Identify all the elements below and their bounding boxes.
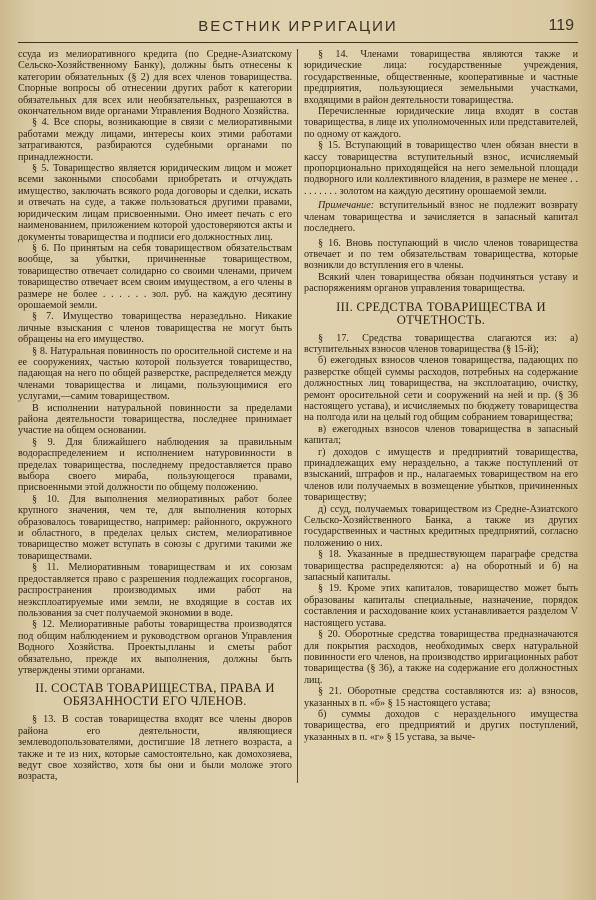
paragraph: § 18. Указанные в предшествующем параграфе средства товарищества распределяются: а) на оборотный и б) на запасный капиталы. [304,549,578,584]
paragraph: в) ежегодных взносов членов товарищества в запасный капитал; [304,423,578,447]
running-header [18,14,578,43]
paragraph: б) суммы доходов с нераздельного имущества товарищества, его предприятий и других поступлений, указанных в п. «г» § 15 устава, за выче- [304,708,578,743]
paragraph: д) ссуд, получаемых товариществом из Средне-Азиатского Сельско-Хозяйственного Банка, а также из других государственных и частных кредитных предприятий, согласно положению о них. [304,503,578,549]
paragraph: § 7. Имущество товарищества неразедльно. Никакие личные взыскания с членов товарищества не могут быть обращены на его имущество. [18,311,292,346]
note-text: вступительный взнос не подлежит возврату членам товарищества и зачисляется в запасный капитал последнего. [304,200,578,235]
section-heading: III. СРЕДСТВА ТОВАРИЩЕСТВА И ОТЧЕТНОСТЬ. [336,299,546,327]
two-column-body [18,49,578,783]
paragraph: § 12. Мелиоративные работы товарищества производятся под общим наблюдением и руководством органов Управления Водного Хозяйства. Проекты,планы и сметы работ обязательно, прежде их выполнения, должны быть утверждены этими органами. [18,619,292,676]
note-label: Примечание: [318,200,375,212]
paragraph: § 17. Средства товарищества слагаются из: а) вступительных взносов членов товарищества (§ 15-й); [304,332,578,355]
page-number: 119 [548,17,574,34]
paragraph: § 5. Товарищество является юридическим лицом и может всеми законными способами приобретать и отчуждать имущество, заключать всякого рода договоры и сделки, искать и отвечать на суде, а также пользоваться другими правами, юридическим лицам присвоенными. Оно имеет печать с его наименованием, приложением которой удостоверяются акты и документы товарищества и подписи его должностных лиц. [18,163,292,243]
paragraph: Перечисленные юридические лица входят в состав товарищества, в лице их уполномоченных или представителей, по одному от каждого. [304,106,578,140]
note-paragraph [304,200,578,234]
paragraph: б) ежегодных взносов членов товарищества, падающих по разверстке общей суммы расходов, потребных на содержание должностных лиц товарищества, на эксплоатацию, очистку, ремонт оросительной сети и сооружений на ней и пр. (§ 36 настоящего устава), и исчисляемых по бюджету товарищества на полгода или на целый год общим собранием товарищества; [304,355,578,424]
journal-title: ВЕСТНИК ИРРИГАЦИИ [198,18,398,35]
left-column [18,49,298,783]
right-column [298,49,578,783]
paragraph: Всякий член товарищества обязан подчиняться уставу и распоряжениям органов управления товарищества. [304,271,578,295]
paragraph: г) доходов с имуществ и предприятий товарищества, принадлежащих ему нераздельно, а также поступлений от взысканий, штрафов и пр., налагаемых товариществом на его членов или получаемых в возмещение убытков, причиненных товариществу; [304,446,578,504]
paragraph: § 19. Кроме этих капиталов, товарищество может быть образованы капиталы специальные, назначение, порядок составления и расходование коих устанавливается разделом V настоящего устава. [304,583,578,629]
paragraph: § 11. Мелиоративным товариществам и их союзам предоставляется право с разрешения подлежащих госорганов, распространения производимых ими работ на неэксплоатируемые ими земли, не входящие в состав их пользования за счет получаемой экономии в воде. [18,562,292,619]
paragraph: ссуда из мелиоративного кредита (по Средне-Азиатскому Сельско-Хозяйственному Банку), должны быть отнесены к категории обязательных (§ 2) для всех членов товарищества. Спорные вопросы об отнесении других работ к категории обязательных для всех или необязательных, разрешаются в окончательном виде органами Управления Водного Хозяйства. [18,49,292,118]
section-heading: II. СОСТАВ ТОВАРИЩЕСТВА, ПРАВА И ОБЯЗАННОСТИ ЕГО ЧЛЕНОВ. [35,681,275,709]
paragraph: § 8. Натуральная повинность по оросительной системе и на ее сооружениях, частью которой пользуется товарищество, падающая на него по общей разверстке, распределяется между членами товарищества и лицами, пользующимися его услугами,—самим товариществом. [18,345,292,403]
paragraph: § 6. По принятым на себя товариществом обязательствам вообще, за убытки, причиненные товариществом, товарищество отвечает солидарно со своими членами, причем товарищество отвечает всем своим имуществом, а его члены в размере не более . . . . . . зол. руб. на каждую десятину орошаемой земли. [18,242,292,311]
paragraph: § 15. Вступающий в товарищество член обязан внести в кассу товарищества вступительный взнос, исчисляемый пропорционально приходящейся на него земельной площади подворного или коллективного владения, в размере не менее . . . . . . . . . золотом на каждую десятину орошаемой земли. [304,140,578,197]
paragraph: В исполнении натуральной повинности за пределами района деятельности товарищества, последнее принимает участие на общем основании. [18,402,292,437]
paragraph: § 9. Для ближайшего наблюдения за правильным водораспределением и исполнением натуровинности в пределах товарищества, последнему предоставляется право выбора своего мираба, пользующегося правами, присвоенными этой должности по общему положению. [18,436,292,494]
paragraph: § 16. Вновь поступающий в число членов товарищества отвечает и по тем обязательствам товарищества, которые возникли до вступления его в члены. [304,237,578,272]
paragraph: § 13. В состав товарищества входят все члены дворов района его деятельности, являющиеся землеводопользователями, достигшие 18 летнего возраста, а также и те из них, которые самостоятельно, как домохозяева, ведут свое хозяйство, хотя бы они и были моложе этого возраста, [18,714,292,783]
paragraph: § 14. Членами товарищества являются также и юридические лица: государственные учреждения, государственные, общественные, кооперативные и частные предприятия, пользующиеся земельными участками, входящими в район деятельности товарищества. [304,49,578,106]
paragraph: § 4. Все споры, возникающие в связи с мелиоративными работами между лицами, интересы коих этими работами затрагиваются, разбираются судебными органами по принадлежности. [18,117,292,163]
paragraph: § 20. Оборотные средства товарищества предназначаются для покрытия расходов, необходимых сверх натуральной повинности его членов, на производство ирригационных работ товарищества (§ 36), а также на содержание его должностных лиц. [304,629,578,686]
paragraph: § 21. Оборотные средства составляются из: а) взносов, указанных в п. «б» § 15 настоящего устава; [304,686,578,709]
paragraph: § 10. Для выполнения мелиоративных работ более крупного значения, чем те, для выполнения которых образовалось товарищество, например: районного, окружного и областного, в пределах целых систем, мелиоративное товарищество может вступать в союзы с другими такими же товариществами. [18,493,292,562]
